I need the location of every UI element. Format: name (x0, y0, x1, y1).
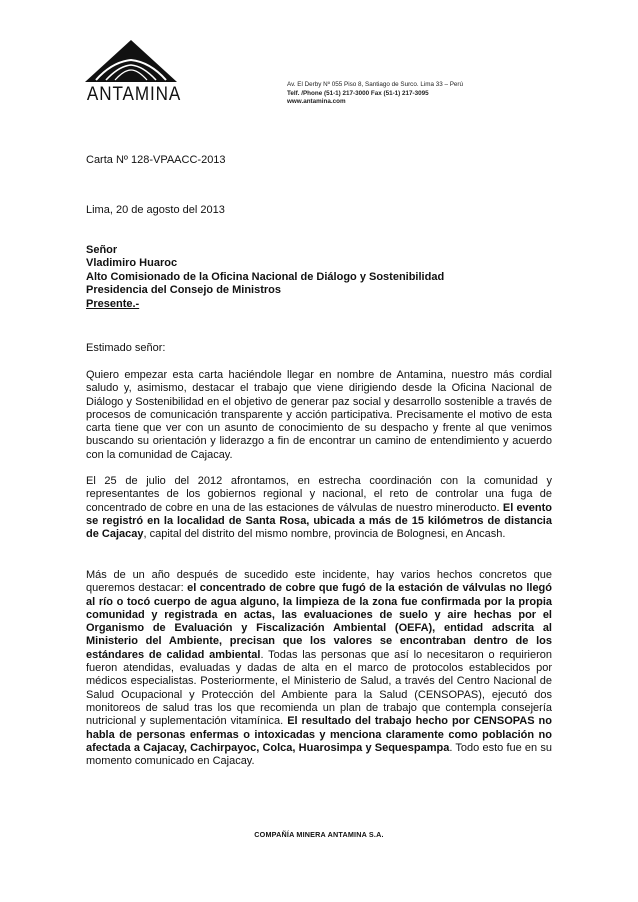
header-address: Av. El Derby Nº 055 Piso 8, Santiago de Surco. Lima 33 – Perú (287, 81, 464, 88)
p3-text: Más de un año después de sucedido este incidente, hay varios hechos concretos que queremos destacar: (86, 569, 552, 595)
header-contact (287, 81, 463, 107)
p2-text: El 25 de julio del 2012 afrontamos, en estrecha coordinación con la comunidad y representantes de los gobiernos regional y nacional, el reto de controlar una fuga de concentrado de cobre en una de las estaciones de válvulas de nuestro mineroducto. (86, 475, 552, 514)
paragraph-2 (86, 475, 552, 541)
footer-company: COMPAÑÍA MINERA ANTAMINA S.A. (254, 830, 384, 839)
recipient-line: Presidencia del Consejo de Ministros (86, 284, 281, 297)
p3-bold: el concentrado de cobre que fugó de la estación de válvulas no llegó al río o tocó cuerpo de agua alguno, la limpieza de la zona fue confirmada por la propia comunidad y registrada en actas, las evaluaciones de suelo y aire hechas por el Organismo de Evaluación y Fiscalización Ambiental (OEFA), entidad adscrita al Ministerio del Ambiente, precisan que los valores se encontraban dentro de los estándares de calidad ambiental (86, 582, 552, 661)
paragraph-1: Quiero empezar esta carta haciéndole llegar en nombre de Antamina, nuestro más cordial saludo y, asimismo, destacar el trabajo que viene dirigiendo desde la Oficina Nacional de Diálogo y Sostenibilidad en el objetivo de generar paz social y desarrollo sostenible a través de procesos de comunicación transparente y acción participativa. Precisamente el motivo de esta carta tiene que ver con un asunto de conocimiento de su despacho y frente al que venimos buscando su orientación y liderazgo a fin de encontrar un camino de entendimiento y acuerdo con la comunidad de Cajacay. (86, 369, 552, 461)
recipient-line: Señor (86, 244, 118, 256)
logo-wordmark: ANTAMINA (86, 84, 182, 105)
presente-line: Presente.- (86, 297, 140, 310)
p3-bold-2: El resultado del trabajo hecho por CENSOPAS no habla de personas enfermas o intoxicadas y menciona claramente como población no afectada a Cajacay, Cachirpayoc, Colca, Huarosimpa y Sequespampa (86, 715, 552, 754)
header-web: www.antamina.com (287, 98, 346, 106)
greeting: Estimado señor: (86, 342, 166, 354)
p3-text-mid: . Todas las personas que así lo necesitaron o requirieron fueron atendidas, evaluadas y dadas de alta en el marco de protocolos establecidos por médicos especialistas. Posteriormente, el Ministerio de Salud, a través del Centro Nacional de Salud Ocupacional y Protección del Ambiente para la Salud (CENSOPAS), ejecutó dos monitoreos de salud tras los que recomienda un plan de trabajo que contempla consejería nutricional y suplementación vitamínica. (86, 648, 552, 728)
recipient-block (86, 244, 444, 311)
p2-text-end: , capital del distrito del mismo nombre, provincia de Bolognesi, en Ancash. (143, 528, 506, 541)
letter-date: Lima, 20 de agosto del 2013 (86, 204, 225, 216)
letter-number: Carta Nº 128-VPAACC-2013 (86, 154, 226, 166)
recipient-line: Vladimiro Huaroc (86, 257, 178, 270)
p2-bold: El evento se registró en la localidad de Santa Rosa, ubicada a más de 15 kilómetros de distancia de Cajacay (86, 501, 552, 541)
p3-text-end: . Todo esto fue en su momento comunicado en Cajacay. (86, 741, 552, 768)
paragraph-3 (86, 569, 552, 768)
recipient-line: Alto Comisionado de la Oficina Nacional de Diálogo y Sostenibilidad (86, 270, 445, 283)
header-phone: Telf. /Phone (51-1) 217-3000 Fax (51-1) 217-3095 (287, 89, 429, 97)
